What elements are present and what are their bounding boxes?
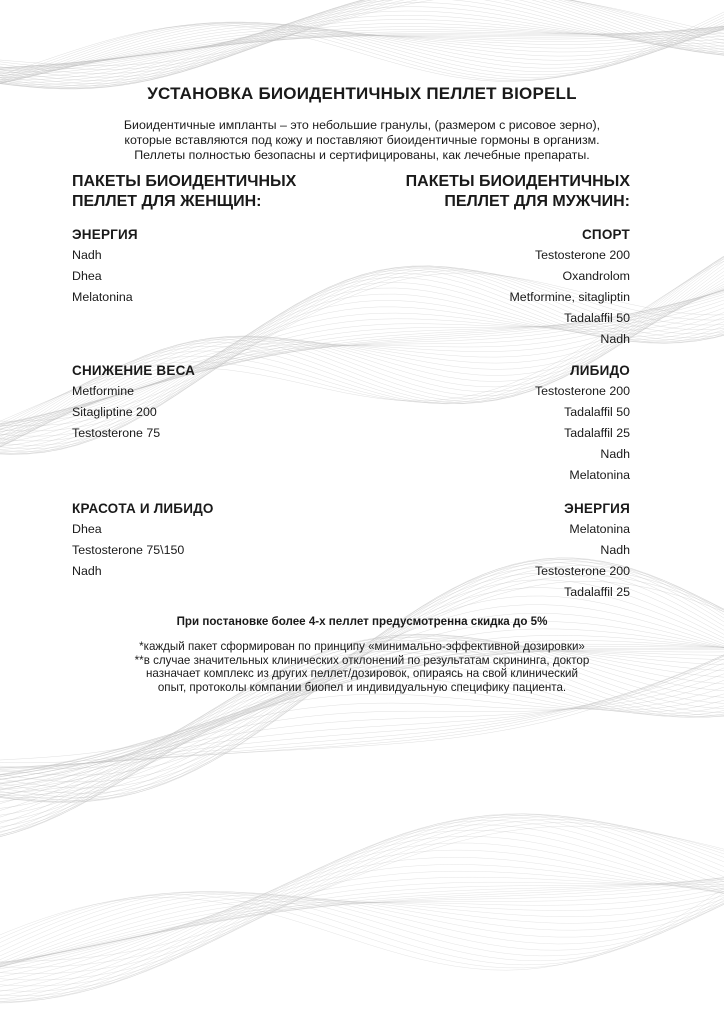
women-weight-loss-package (72, 360, 352, 444)
page-title: УСТАНОВКА БИОИДЕНТИЧНЫХ ПЕЛЛЕТ BIOPELL (147, 84, 577, 103)
list-item: Testosterone 75 (72, 426, 161, 440)
list-item: Tadalaffil 50 (564, 405, 630, 419)
heading-line: ПЕЛЛЕТ ДЛЯ ЖЕНЩИН: (72, 193, 262, 210)
list-item: Tadalaffil 50 (564, 311, 630, 325)
list-item: Nadh (600, 332, 630, 346)
footnote-line: *каждый пакет сформирован по принципу «минимально-эффективной дозировки» (139, 640, 585, 653)
list-item: Dhea (72, 269, 102, 283)
footnotes (40, 640, 684, 694)
men-packages-heading (406, 172, 630, 212)
men-libido-package (350, 360, 630, 486)
footnote-line: **в случае значительных клинических отклонений по результатам скрининга, доктор (134, 653, 590, 667)
list-item: Testosterone 200 (534, 248, 630, 262)
package-title: ЭНЕРГИЯ (564, 501, 630, 516)
list-item: Testosterone 200 (534, 384, 630, 398)
women-beauty-libido-package (72, 498, 352, 582)
list-item: Testosterone 200 (534, 564, 630, 578)
heading-line: ПАКЕТЫ БИОИДЕНТИЧНЫХ (72, 173, 297, 190)
package-title: СПОРТ (581, 227, 630, 242)
package-title: СНИЖЕНИЕ ВЕСА (72, 363, 196, 378)
men-energy-package (350, 498, 630, 603)
list-item: Melatonina (569, 468, 630, 482)
list-item: Sitagliptine 200 (72, 405, 157, 419)
package-title: КРАСОТА И ЛИБИДО (72, 501, 214, 516)
list-item: Nadh (72, 248, 102, 262)
list-item: Tadalaffil 25 (564, 426, 630, 440)
list-item: Melatonina (72, 290, 133, 304)
discount-note: При постановке более 4-х пеллет предусмотренна скидка до 5% (176, 615, 548, 628)
list-item: Oxandrolom (562, 269, 630, 283)
intro-line: которые вставляются под кожу и поставляют биоидентичные гормоны в организм. (124, 133, 600, 147)
package-title: ЛИБИДО (570, 363, 630, 378)
footnote-line: назначает комплекс из других пеллет/дозировок, опираясь на свой клинический (146, 667, 578, 680)
list-item: Metformine, sitagliptin (509, 290, 630, 304)
list-item: Nadh (600, 543, 630, 557)
list-item: Metformine (72, 384, 134, 398)
men-sport-package (350, 224, 630, 350)
heading-line: ПЕЛЛЕТ ДЛЯ МУЖЧИН: (444, 193, 630, 210)
list-item: Dhea (72, 522, 102, 536)
list-item: Nadh (600, 447, 630, 461)
list-item: Testosterone 75\150 (72, 543, 185, 557)
women-packages-heading (72, 172, 296, 212)
intro-line: Биоидентичные импланты – это небольшие гранулы, (размером с рисовое зерно), (123, 118, 601, 132)
package-title: ЭНЕРГИЯ (72, 227, 138, 242)
intro-line: Пеллеты полностью безопасны и сертифицированы, как лечебные препараты. (134, 148, 590, 162)
intro-paragraph (60, 118, 664, 163)
footnote-line: опыт, протоколы компании биопел и индивидуальную специфику пациента. (157, 680, 567, 694)
heading-line: ПАКЕТЫ БИОИДЕНТИЧНЫХ (405, 173, 630, 190)
list-item: Nadh (72, 564, 102, 578)
list-item: Melatonina (569, 522, 630, 536)
list-item: Tadalaffil 25 (564, 585, 630, 599)
women-energy-package (72, 224, 352, 308)
